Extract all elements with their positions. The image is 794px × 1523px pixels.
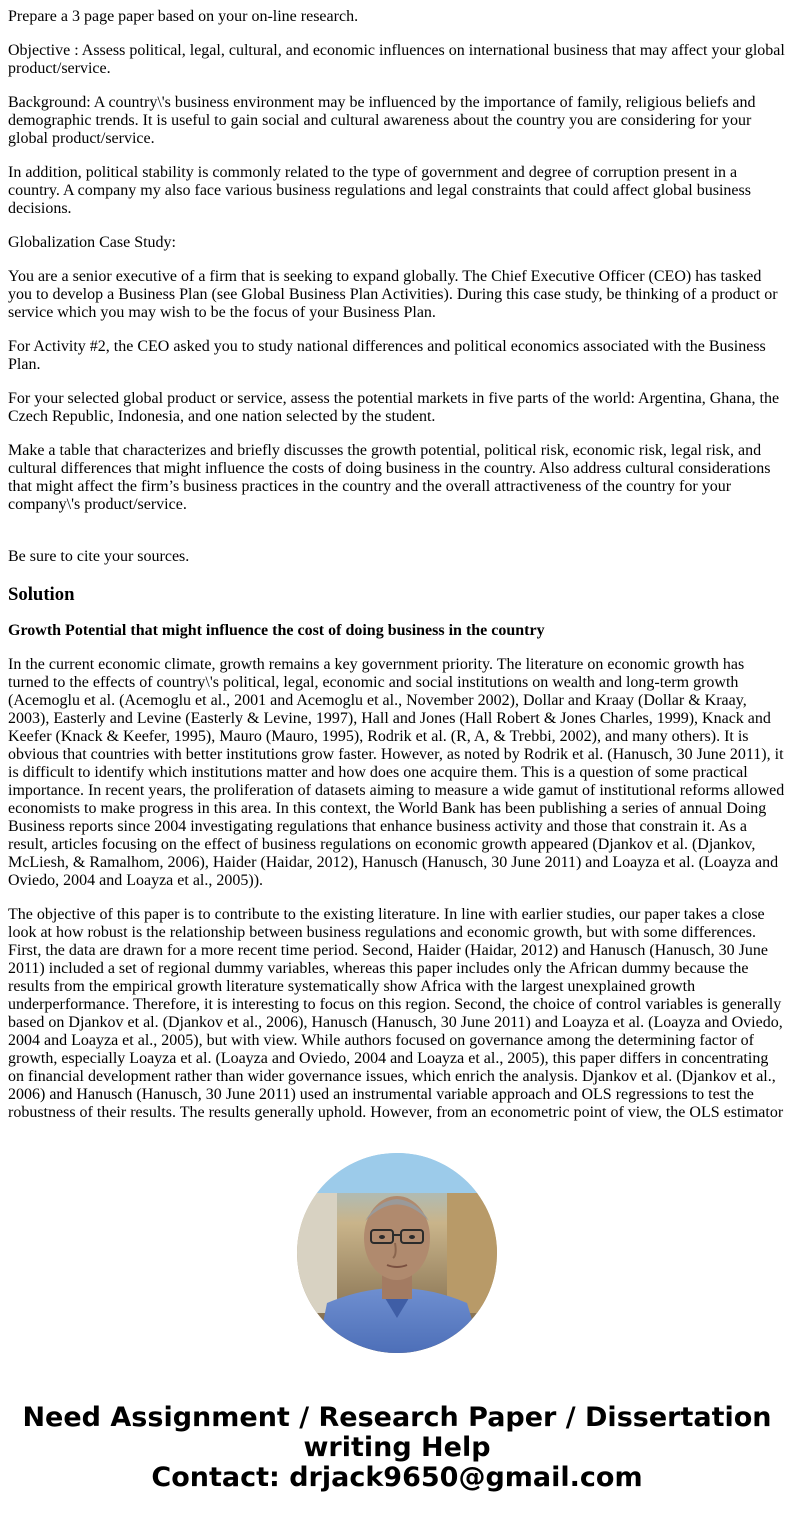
question-paragraph-2: Objective : Assess political, legal, cultural, and economic influences on international business that may affect your global product/service. xyxy=(8,42,785,77)
question-paragraph-7: For Activity #2, the CEO asked you to study national differences and political economics associated with the Business Plan. xyxy=(8,338,766,373)
question-paragraph-5: Globalization Case Study: xyxy=(8,234,176,251)
promo-line-2: writing Help xyxy=(303,1432,491,1463)
blank-line xyxy=(8,530,788,548)
document-body xyxy=(8,0,788,1123)
question-paragraph-10: Be sure to cite your sources. xyxy=(8,548,190,565)
promo-contact-email: Contact: drjack9650@gmail.com xyxy=(151,1462,643,1493)
portrait-illustration xyxy=(297,1153,497,1353)
author-portrait-image xyxy=(297,1153,497,1353)
document-text-area xyxy=(8,0,788,1123)
solution-heading: Solution xyxy=(8,584,75,605)
solution-subheading: Growth Potential that might influence the cost of doing business in the country xyxy=(8,622,545,639)
promo-banner xyxy=(0,1403,794,1493)
question-paragraph-1: Prepare a 3 page paper based on your on-line research. xyxy=(8,8,359,25)
question-paragraph-4: In addition, political stability is commonly related to the type of government and degree of corruption present in a country. A company my also face various business regulations and legal constraints that could affect global business decisions. xyxy=(8,164,751,217)
question-paragraph-3: Background: A country\'s business environment may be influenced by the importance of family, religious beliefs and demographic trends. It is useful to gain social and cultural awareness about the country you are considering for your global product/service. xyxy=(8,94,756,147)
question-paragraph-9: Make a table that characterizes and briefly discusses the growth potential, political risk, economic risk, legal risk, and cultural differences that might influence the costs of doing business in the country. Also address cultural considerations that might affect the firm’s business practices in the country and the overall attractiveness of the country for your company\'s product/service. xyxy=(8,442,771,513)
solution-paragraph-1: In the current economic climate, growth remains a key government priority. The literature on economic growth has turned to the effects of country\'s political, legal, economic and social institutions on wealth and long-term growth (Acemoglu et al. (Acemoglu et al., 2001 and Acemoglu et al., November 2002), Dollar and Kraay (Dollar & Kraay, 2003), Easterly and Levine (Easterly & Levine, 1997), Hall and Jones (Hall Robert & Jones Charles, 1999), Knack and Keefer (Knack & Keefer, 1995), Mauro (Mauro, 1995), Rodrik et al. (R, A, & Trebbi, 2002), and many others). It is obvious that countries with better institutions grow faster. However, as noted by Rodrik et al. (Hanusch, 30 June 2011), it is difficult to identify which institutions matter and how does one acquire them. This is a question of some practical importance. In recent years, the proliferation of datasets aiming to measure a wide gamut of institutional reforms allowed economists to make progress in this area. In this context, the World Bank has been publishing a series of annual Doing Business reports since 2004 investigating regulations that enhance business activity and those that constrain it. As a result, articles focusing on the effect of business regulations on economic growth appeared (Djankov et al. (Djankov, McLiesh, & Ramalhom, 2006), Haider (Haidar, 2012), Hanusch (Hanusch, 30 June 2011) and Loayza et al. (Loayza and Oviedo, 2004 and Loayza et al., 2005)). xyxy=(8,656,785,889)
question-paragraph-8: For your selected global product or service, assess the potential markets in five parts of the world: Argentina, Ghana, the Czech Republic, Indonesia, and one nation selected by the student. xyxy=(8,390,780,425)
promo-line-1: Need Assignment / Research Paper / Dissertation xyxy=(22,1402,772,1433)
question-paragraph-6: You are a senior executive of a firm that is seeking to expand globally. The Chief Executive Officer (CEO) has tasked you to develop a Business Plan (see Global Business Plan Activities). During this case study, be thinking of a product or service which you may wish to be the focus of your Business Plan. xyxy=(8,268,778,321)
solution-paragraph-2: The objective of this paper is to contribute to the existing literature. In line with earlier studies, our paper takes a close look at how robust is the relationship between business regulations and economic growth, but with some differences. First, the data are drawn for a more recent time period. Second, Haider (Haidar, 2012) and Hanusch (Hanusch, 30 June 2011) included a set of regional dummy variables, whereas this paper includes only the African dummy because the results from the empirical growth literature systematically show Africa with the largest unexplained growth underperformance. Therefore, it is interesting to focus on this region. Second, the choice of control variables is generally based on Djankov et al. (Djankov et al., 2006), Hanusch (Hanusch, 30 June 2011) and Loayza et al. (Loayza and Oviedo, 2004 and Loayza et al., 2005), but with view. While authors focused on governance among the determining factor of growth, especially Loayza et al. (Loayza and Oviedo, 2004 and Loayza et al., 2005), this paper differs in concentrating on financial development rather than wider governance issues, which enrich the analysis. Djankov et al. (Djankov et al., 2006) and Hanusch (Hanusch, 30 June 2011) used an instrumental variable approach and OLS regressions to test the robustness of their results. The results generally uphold. However, from an econometric point of view, the OLS estimator xyxy=(8,906,784,1121)
